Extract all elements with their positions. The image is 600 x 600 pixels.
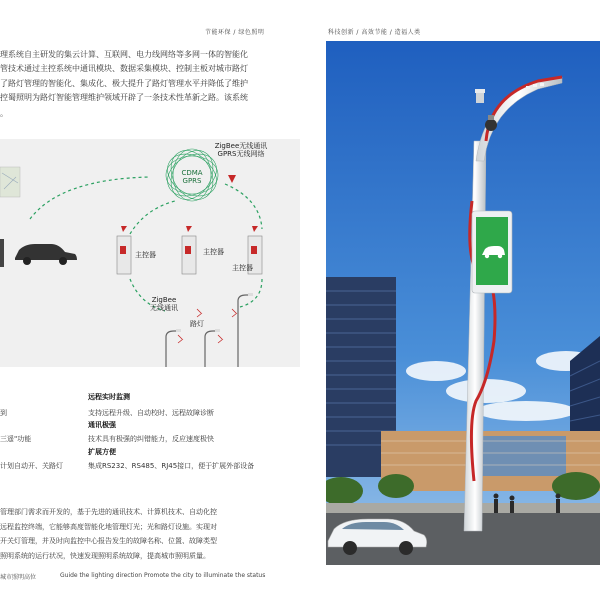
zigbee-bottom-label: ZigBee 无线通讯 [150,296,178,312]
feature-left: 计划自动开、关路灯 [0,462,63,470]
feature-text: 支持远程升级、自动校时、远程故障诊断 [88,409,214,417]
left-box [0,239,4,267]
signal-icon [178,335,183,343]
bottom-line: 照明系统的运行状况，快速发现照明系统故障，提高城市照明质量。 [0,551,210,560]
intro-line: 了路灯管理的智能化、集成化、极大提升了路灯管理水平并降低了维护 [0,78,248,88]
photo-graphics [326,41,600,565]
dashed-arc-mid [130,201,175,234]
dashed-arc-top-left [30,177,150,219]
intro-line: 理系统自主研发的集云计算、互联网、电力线网络等多网一体的智能化 [0,50,248,59]
feature-heading: 通讯极强 [88,421,116,429]
dashed-arc-top-right [225,184,262,229]
smart-streetlight-photo [326,41,600,565]
bottom-paragraph [0,505,280,563]
system-diagram [0,139,300,367]
signal-icon [218,335,223,343]
controller-box [117,226,131,274]
feature-text: 集成RS232、RS485、RJ45接口，便于扩展外部设备 [88,462,255,470]
intro-line: 控蜀照明为路灯智能管理维护领域开辟了一条技术性革新之路。该系统 [0,92,248,102]
bottom-line: 管理部门需求而开发的，基于先进的通讯技术、计算机技术、自动化控 [0,508,217,516]
controller-label: 主控器 [203,248,224,256]
intro-line: 管技术通过主控系统中通讯模块、数据采集模块、控制主板对城市路灯 [0,64,248,74]
bottom-line: 远程监控终端，它能够高度智能化地管理灯光；光和路灯设施。实现对 [0,522,217,531]
header-left: 节能环保 / 绿色照明 [205,29,265,36]
signal-icon [232,309,237,317]
signal-icon [197,309,202,317]
controller-label: 主控器 [135,251,156,259]
feature-text: 技术具有极强的纠错能力，反应速度极快 [88,435,214,443]
top-sensor [476,93,484,103]
feature-heading: 扩展方便 [88,448,116,456]
header-right: 科技创新 / 高效节能 / 造福人类 [328,29,421,36]
feature-heading: 远程实时监测 [88,393,130,401]
map-thumbnail [0,167,20,197]
zigbee-top-label: ZigBee无线通讯 GPRS无线网络 [214,142,268,158]
controller-box [182,226,196,274]
feature-left: 三遥"功能 [0,435,32,443]
footer-cn: 城市照明高位 [0,574,37,581]
camera-icon [485,119,497,131]
bottom-line: 开关灯管理，并及时向监控中心报告发生的故障名称、位置、故障类型 [0,537,217,545]
intro-paragraph [0,48,278,105]
controller-label: 主控器 [232,264,253,272]
streetlight-label: 路灯 [190,320,204,328]
intro-end-mark: 。 [0,109,8,118]
cloud-label: CDMA GPRS [181,169,203,185]
car-illustration [15,244,77,265]
feature-left: 到 [0,409,7,417]
antenna-top [228,175,236,183]
footer-en: Guide the lighting direction Promote the city to illuminate the status [60,572,266,579]
